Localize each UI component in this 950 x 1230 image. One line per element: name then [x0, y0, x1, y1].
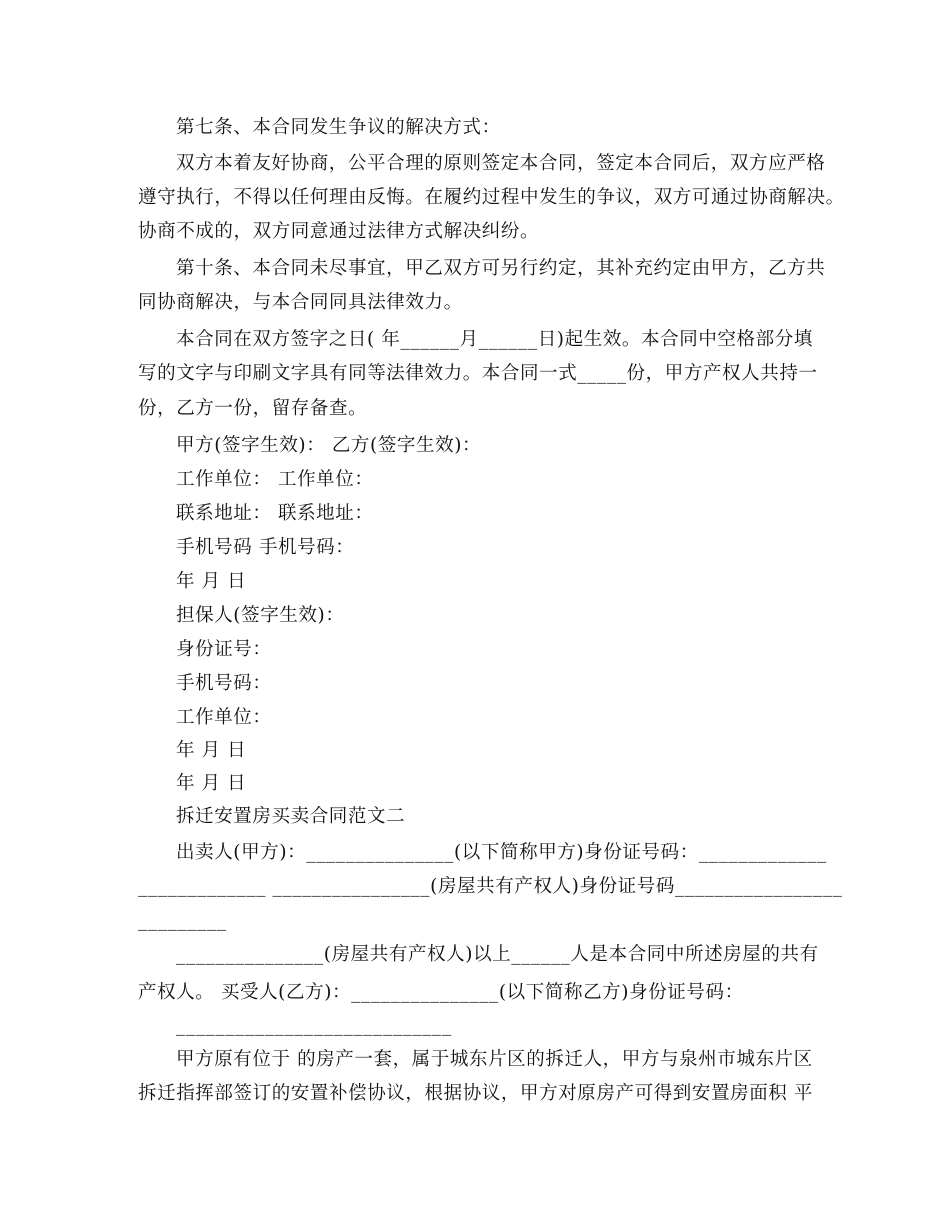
- text-line: 遵守执行，不得以任何理由反悔。在履约过程中发生的争议，双方可通过协商解决。: [138, 187, 845, 208]
- id-number-line: 身份证号：: [176, 639, 272, 660]
- seller-line: 出卖人(甲方)：_______________(以下简称甲方)身份证号码：_____________: [176, 842, 827, 863]
- article-10-heading: 第十条、本合同未尽事宜，甲乙双方可另行约定，其补充约定由甲方，乙方共: [176, 258, 826, 279]
- text-line: 同协商解决，与本合同同具法律效力。: [138, 292, 463, 313]
- text-line: 写的文字与印刷文字具有同等法律效力。本合同一式_____份，甲方产权人共持一: [138, 363, 818, 384]
- address-line: 联系地址： 联系地址：: [176, 503, 374, 524]
- phone-line: 手机号码 手机号码：: [176, 537, 355, 558]
- blank-line: _________: [138, 910, 227, 931]
- work-unit-line: 工作单位：: [176, 707, 272, 728]
- text-line: 双方本着友好协商，公平合理的原则签定本合同，签定本合同后，双方应严格: [176, 153, 826, 174]
- article-7-heading: 第七条、本合同发生争议的解决方式：: [176, 117, 501, 138]
- signature-party-line: 甲方(签字生效)： 乙方(签字生效)：: [176, 435, 482, 456]
- text-line: 本合同在双方签字之日( 年______月______日)起生效。本合同中空格部分填: [176, 329, 813, 350]
- section-title: 拆迁安置房买卖合同范文二: [176, 806, 406, 827]
- date-line: 年 月 日: [176, 571, 247, 592]
- guarantor-line: 担保人(签字生效)：: [176, 605, 345, 626]
- buyer-line: 产权人。 买受人(乙方)：_______________(以下简称乙方)身份证号码：: [138, 982, 744, 1003]
- text-line: 拆迁指挥部签订的安置补偿协议，根据协议，甲方对原房产可得到安置房面积 平: [138, 1083, 813, 1104]
- text-line: 份，乙方一份，留存备查。: [138, 398, 368, 419]
- co-owner-line: _______________(房屋共有产权人)以上______人是本合同中所述房屋的共有: [176, 944, 819, 965]
- text-line: 协商不成的，双方同意通过法律方式解决纠纷。: [138, 221, 540, 242]
- phone-line: 手机号码：: [176, 673, 272, 694]
- date-line: 年 月 日: [176, 773, 247, 794]
- text-line: 甲方原有位于 的房产一套，属于城东片区的拆迁人，甲方与泉州市城东片区: [176, 1049, 813, 1070]
- co-owner-line: _____________ ________________(房屋共有产权人)身份证号码_________________: [138, 876, 843, 897]
- work-unit-line: 工作单位： 工作单位：: [176, 469, 374, 490]
- date-line: 年 月 日: [176, 740, 247, 761]
- blank-line: ____________________________: [176, 1015, 452, 1036]
